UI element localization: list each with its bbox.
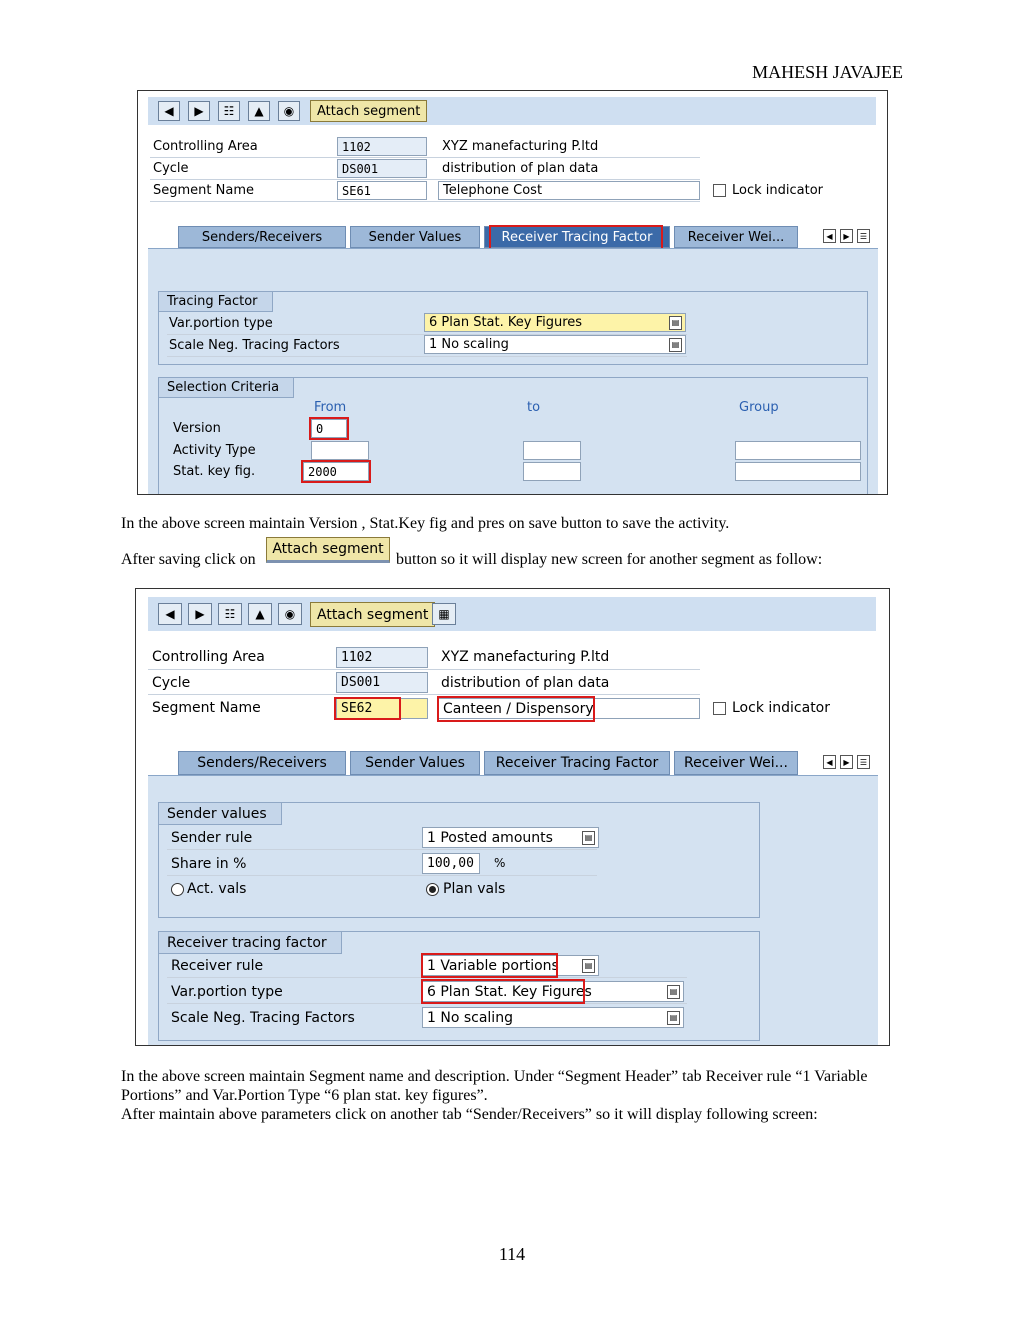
version-label: Version [173,421,221,436]
segment-name-field[interactable]: SE61 [337,181,427,200]
forward-icon[interactable]: ▶ [188,101,210,121]
receiver-rule-label: Receiver rule [171,958,264,974]
instruction-paragraph-3-line-2: Portions” and Var.Portion Type “6 plan stat. key figures”. [121,1087,488,1104]
to-column-header: to [527,400,541,415]
attach-segment-button[interactable]: Attach segment [310,100,427,122]
stat-key-fig-to-field[interactable] [523,462,581,481]
highlight-box [421,953,558,978]
stat-key-fig-label: Stat. key fig. [173,464,256,479]
segment-name-label: Segment Name [152,700,261,716]
person-icon[interactable]: ▲ [248,101,270,121]
sender-rule-label: Sender rule [171,830,253,846]
tab-panel [148,775,878,1046]
tab-senders-receivers[interactable]: Senders/Receivers [178,751,346,775]
instruction-paragraph-3-line-3: After maintain above parameters click on another tab “Sender/Receivers” so it will display following screen: [121,1106,818,1123]
tab-panel [148,248,878,495]
from-column-header: From [314,400,347,415]
controlling-area-label: Controlling Area [152,649,265,665]
share-label: Share in % [171,856,247,872]
tabstrip [148,751,878,775]
highlight-box [489,225,663,250]
tab-sender-values[interactable]: Sender Values [350,751,480,775]
scale-neg-label: Scale Neg. Tracing Factors [171,1010,355,1026]
attach-segment-button[interactable]: Attach segment [310,602,435,627]
receiver-rule-value: 1 Variable portions [427,957,559,974]
cycle-label: Cycle [153,161,189,176]
lock-indicator-label: Lock indicator [732,700,830,716]
tab-receiver-weighting[interactable]: Receiver Wei... [674,226,798,248]
dropdown-icon[interactable]: ▤ [582,959,595,973]
hierarchy-icon[interactable]: ▦ [432,603,456,625]
controlling-area-description: XYZ manefacturing P.ltd [442,139,599,154]
tab-scroll-right-icon[interactable]: ▶ [840,755,853,769]
stamp-icon[interactable]: ◉ [278,603,302,625]
find-icon[interactable]: ☷ [218,101,240,121]
var-portion-type-label: Var.portion type [171,984,283,1000]
activity-type-group-field[interactable] [735,441,861,460]
receiver-tracing-title: Receiver tracing factor [159,932,342,954]
sender-values-group [158,802,760,918]
var-portion-type-label: Var.portion type [169,316,273,331]
instruction-paragraph-1: In the above screen maintain Version , Stat.Key fig and pres on save button to save the activity. [121,515,730,532]
scale-neg-label: Scale Neg. Tracing Factors [169,338,340,353]
segment-description-field[interactable]: Telephone Cost [438,181,700,200]
tab-senders-receivers[interactable]: Senders/Receivers [178,226,346,248]
tab-list-icon[interactable]: ☰ [857,229,870,243]
plan-vals-label: Plan vals [443,881,506,897]
instruction-text-before-button: After saving click on [121,551,256,568]
cycle-description: distribution of plan data [442,161,599,176]
selection-criteria-title: Selection Criteria [159,378,294,398]
controlling-area-description: XYZ manefacturing P.ltd [441,649,610,665]
controlling-area-label: Controlling Area [153,139,258,154]
back-icon[interactable]: ◀ [158,101,180,121]
highlight-box [421,979,585,1004]
tracing-factor-group [158,291,868,365]
plan-vals-radio[interactable] [426,883,439,896]
sender-values-title: Sender values [159,803,282,825]
back-icon[interactable]: ◀ [158,603,182,625]
application-toolbar [148,597,876,631]
row-divider [150,201,700,202]
row-divider [150,157,700,158]
tab-receiver-tracing-factor[interactable]: Receiver Tracing Factor [484,226,670,248]
activity-type-label: Activity Type [173,443,256,458]
dropdown-icon[interactable]: ▤ [667,1011,680,1025]
author-header: MAHESH JAVAJEE [752,62,903,82]
scale-neg-value: 1 No scaling [427,1009,513,1026]
highlight-box [437,696,595,722]
segment-name-value: SE62 [341,701,373,716]
tab-list-icon[interactable]: ☰ [857,755,870,769]
share-unit: % [494,856,506,870]
activity-type-from-field[interactable] [311,441,369,460]
dropdown-icon[interactable]: ▤ [669,316,682,330]
instruction-text-after-button: button so it will display new screen for another segment as follow: [396,551,823,568]
row-divider [150,179,700,180]
share-field[interactable]: 100,00 [422,853,480,874]
person-icon[interactable]: ▲ [248,603,272,625]
var-portion-type-value: 6 Plan Stat. Key Figures [429,315,583,330]
tab-receiver-tracing-factor[interactable]: Receiver Tracing Factor [484,751,670,775]
act-vals-radio[interactable] [171,883,184,896]
version-field[interactable]: 0 [311,419,347,438]
forward-icon[interactable]: ▶ [188,603,212,625]
cycle-label: Cycle [152,675,191,691]
segment-name-label: Segment Name [153,183,254,198]
cycle-field: DS001 [337,159,427,178]
sender-rule-dropdown[interactable] [422,827,599,848]
tab-sender-values[interactable]: Sender Values [350,226,480,248]
receiver-tracing-group [158,931,760,1041]
tracing-factor-title: Tracing Factor [159,292,273,312]
row-divider [167,849,597,850]
cycle-description: distribution of plan data [441,675,610,691]
tab-scroll-left-icon[interactable]: ◀ [823,755,836,769]
segment-description-field[interactable]: Canteen / Dispensory [438,698,700,719]
stat-key-fig-group-field[interactable] [735,462,861,481]
dropdown-icon[interactable]: ▤ [582,831,595,845]
page-number: 114 [498,1244,526,1264]
tab-scroll-right-icon[interactable]: ▶ [840,229,853,243]
group-column-header: Group [739,400,779,415]
row-divider [167,356,687,357]
selection-criteria-group [158,377,868,495]
var-portion-type-dropdown[interactable] [424,313,686,332]
dropdown-icon[interactable]: ▤ [667,985,680,999]
act-vals-label: Act. vals [187,881,247,897]
controlling-area-field: 1102 [336,647,428,668]
highlight-box [334,697,401,720]
screenshot-segment-header [135,588,890,1046]
lock-indicator-checkbox[interactable] [713,184,726,197]
cycle-field: DS001 [336,672,428,693]
sender-rule-value: 1 Posted amounts [427,829,553,846]
tab-receiver-weighting[interactable]: Receiver Wei... [674,751,798,775]
scale-neg-value: 1 No scaling [429,337,509,352]
instruction-paragraph-3-line-1: In the above screen maintain Segment name and description. Under “Segment Header” tab Receiver rule “1 Variable [121,1068,868,1085]
row-divider [167,875,597,876]
find-icon[interactable]: ☷ [218,603,242,625]
stamp-icon[interactable]: ◉ [278,101,300,121]
application-toolbar [148,97,876,125]
var-portion-type-value: 6 Plan Stat. Key Figures [427,983,592,1000]
inline-attach-segment-button: Attach segment [266,537,390,563]
dropdown-icon[interactable]: ▤ [669,338,682,352]
scale-neg-dropdown[interactable] [424,335,686,354]
lock-indicator-label: Lock indicator [732,183,823,198]
scale-neg-dropdown[interactable] [422,1007,684,1028]
activity-type-to-field[interactable] [523,441,581,460]
tab-scroll-left-icon[interactable]: ◀ [823,229,836,243]
stat-key-fig-field[interactable]: 2000 [303,462,369,481]
row-divider [148,669,700,670]
lock-indicator-checkbox[interactable] [713,702,726,715]
screenshot-receiver-tracing-factor [137,90,888,495]
controlling-area-field: 1102 [337,137,427,156]
row-divider [148,694,700,695]
